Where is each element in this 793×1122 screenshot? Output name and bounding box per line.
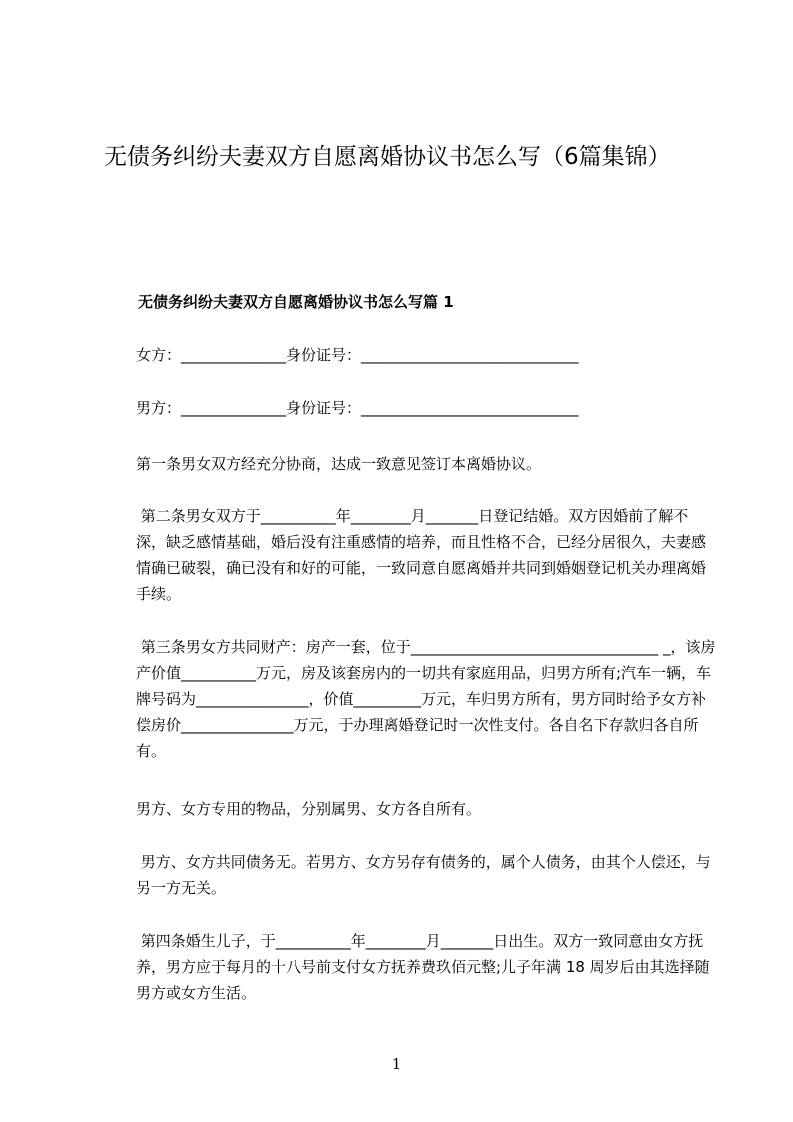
debts-paragraph: 男方、女方共同债务无。若男方、女方另存有债务的，属个人债务，由其个人偿还，与另一方无关。 [136,853,711,897]
page-number: 1 [391,1055,402,1073]
article-3-paragraph: 第三条男女方共同财产：房产一套，位于_________________________________ _，该房产价值__________万元，房及该套房内的一切共有家庭用品，归男方所有;汽车一辆，车牌号码为_______________，价值_________万元，车归男方所有，男方同时给予女方补偿房价_______________万元，于办理离婚登记时一次性支付。各自名下存款归各自所有。 [136,638,716,760]
personal-items-paragraph: 男方、女方专用的物品，分别属男、女方各自所有。 [136,800,482,818]
article-4-paragraph: 第四条婚生儿子，于__________年________月_______日出生。双方一致同意由女方抚养，男方应于每月的十八号前支付女方抚养费玖佰元整;儿子年满 18 周岁后由其选择随男方或女方生活。 [136,932,710,1002]
article-1-paragraph: 第一条男女双方经充分协商，达成一致意见签订本离婚协议。 [136,455,542,473]
party-female-line: 女方：______________身份证号：_____________________________ [136,346,579,364]
section-heading: 无债务纠纷夫妻双方自愿离婚协议书怎么写篇 1 [138,293,454,311]
document-title: 无债务纠纷夫妻双方自愿离婚协议书怎么写（6篇集锦） [104,144,671,170]
party-male-line: 男方：______________身份证号：_____________________________ [136,399,579,417]
article-2-paragraph: 第二条男女双方于__________年________月_______日登记结婚。双方因婚前了解不深，缺乏感情基础，婚后没有注重感情的培养，而且性格不合，已经分居很久，夫妻感情确已破裂，确已没有和好的可能，一致同意自愿离婚并共同到婚姻登记机关办理离婚手续。 [136,507,707,603]
